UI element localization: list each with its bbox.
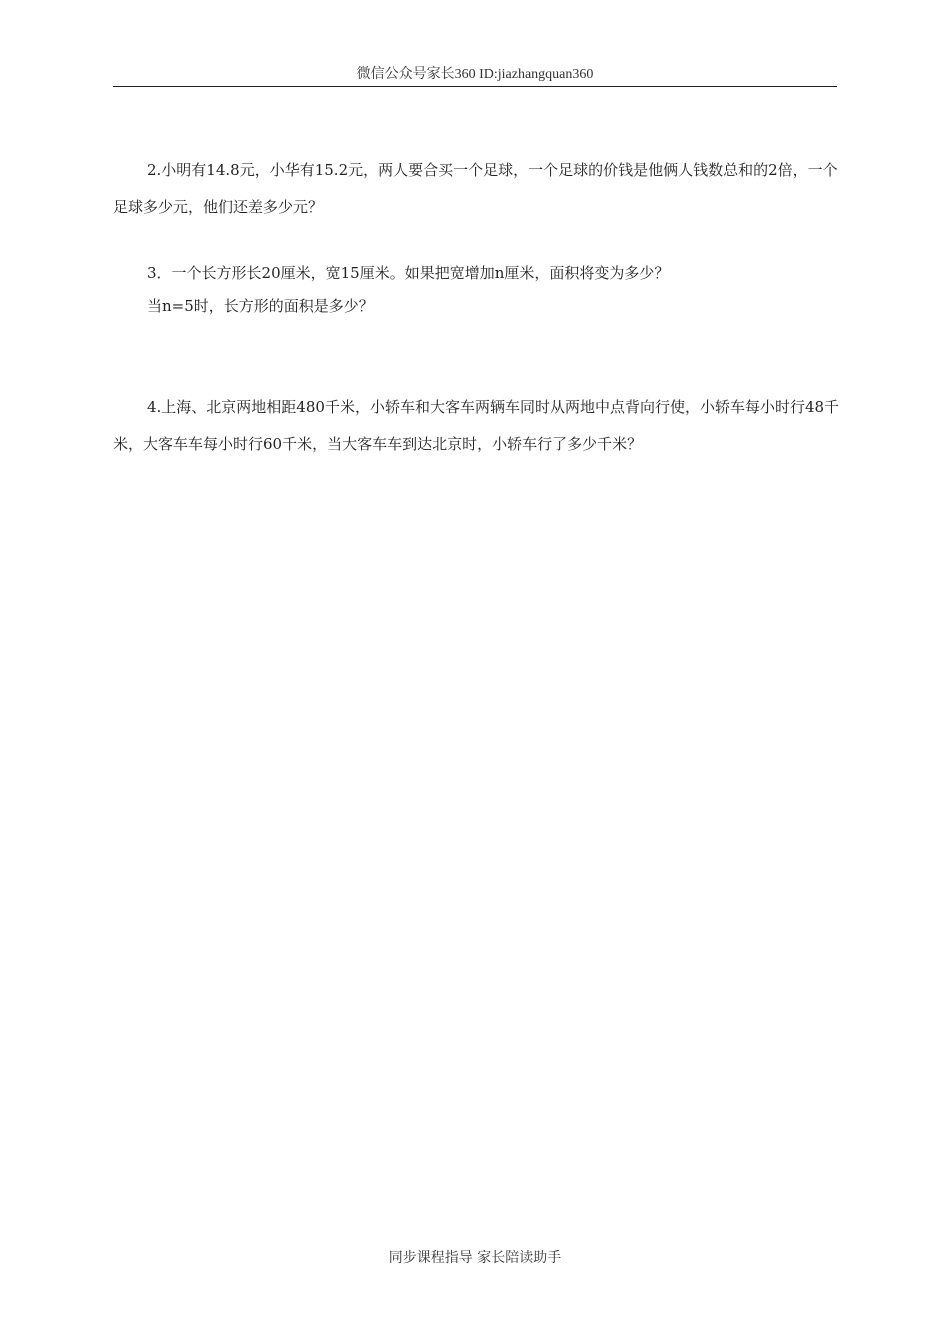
- problem-4: 4.上海、北京两地相距480千米，小轿车和大客车两辆车同时从两地中点背向行使，小轿车每小时行48千米，大客车车每小时行60千米，当大客车车到达北京时，小轿车行了多少千米？: [113, 398, 840, 453]
- page-footer: 同步课程指导 家长陪读助手: [388, 1250, 562, 1266]
- problem-3-line-2: 当n=5时，长方形的面积是多少？: [147, 297, 374, 315]
- page-header: 微信公众号家长360 ID:jiazhangquan360: [356, 67, 594, 82]
- problem-3-line-1: 3．一个长方形长20厘米，宽15厘米。如果把宽增加n厘米，面积将变为多少？: [147, 264, 670, 282]
- header-divider: [113, 86, 837, 87]
- problem-2: 2.小明有14.8元，小华有15.2元，两人要合买一个足球，一个足球的价钱是他俩人钱数总和的2倍，一个足球多少元，他们还差多少元？: [113, 161, 838, 216]
- problem-3: [113, 257, 841, 323]
